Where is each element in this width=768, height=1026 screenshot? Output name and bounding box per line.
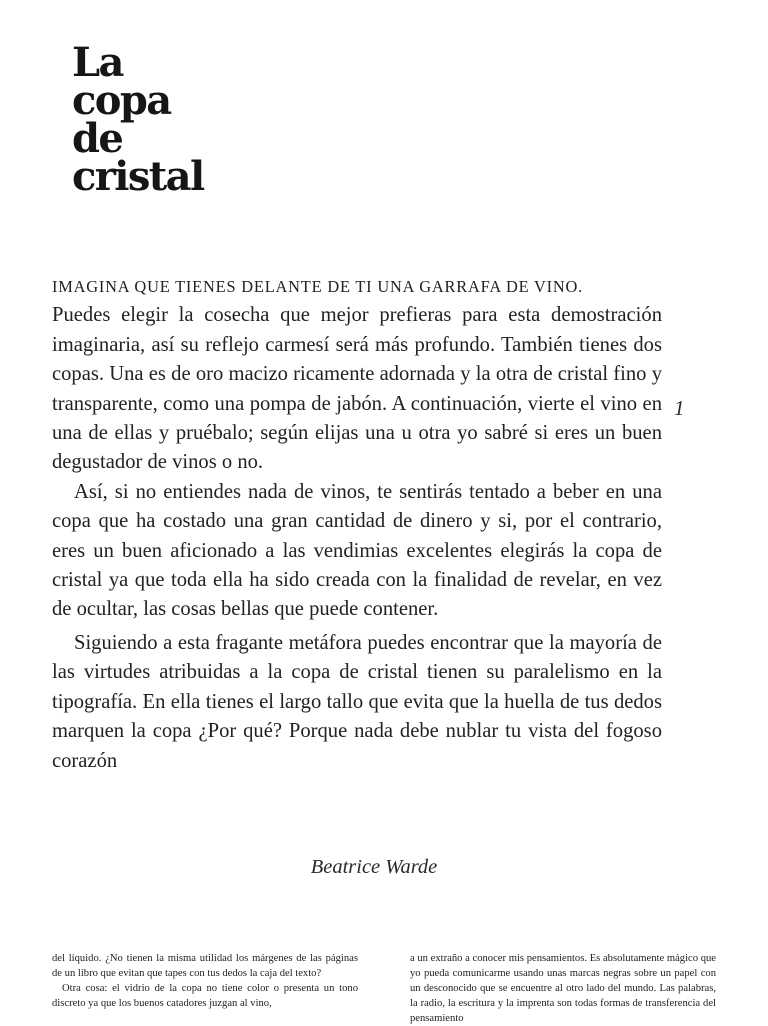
footer-column-right	[410, 951, 716, 1026]
main-text	[52, 272, 662, 776]
footer-left-paragraph: Otra cosa: el vidrio de la copa no tiene color o presenta un tono discreto ya que los buenos catadores juzgan al vino,	[52, 983, 358, 1009]
page-number: 1	[674, 396, 685, 420]
chapter-title-line: cristal	[72, 153, 204, 200]
chapter-title-line: copa	[72, 77, 171, 124]
footer-right-paragraph: a un extraño a conocer mis pensamientos. Es absolutamente mágico que yo pueda comunicarme usando unas marcas negras sobre un papel con un desconocido que se encuentre al otro lado del mundo. Las palabras, la radio, la escritura y la imprenta son todas formas de transferencia del pensamiento	[410, 953, 716, 1024]
author-name: Beatrice Warde	[310, 856, 438, 878]
chapter-title-line: de	[72, 115, 123, 162]
paragraph-2: Así, si no entiendes nada de vinos, te sentirás tentado a beber en una copa que ha costado una gran cantidad de dinero y si, por el contrario, eres un buen aficionado a las vendimias excelentes elegirás la copa de cristal ya que toda ella ha sido creada con la finalidad de revelar, en vez de ocultar, las cosas bellas que puede contener.	[52, 480, 662, 621]
footer-column-left	[52, 951, 358, 1011]
lead-in-smallcaps: IMAGINA QUE TIENES DELANTE DE TI UNA GARRAFA DE VINO.	[52, 277, 584, 296]
chapter-title-line: La	[72, 39, 123, 86]
paragraph-1-text: Puedes elegir la cosecha que mejor prefieras para esta demostración imaginaria, así su reflejo carmesí será más profundo. También tienes dos copas. Una es de oro macizo ricamente adornada y la otra de cristal fino y transparente, como una pompa de jabón. A continuación, vierte el vino en una de ellas y pruébalo; según elijas una u otra yo sabré si eres un buen degustador de vinos o no.	[52, 304, 662, 474]
chapter-title	[72, 39, 204, 200]
paragraph-3: Siguiendo a esta fragante metáfora puedes encontrar que la mayoría de las virtudes atribuidas a la copa de cristal tienen su paralelismo en la tipografía. En ella tienes el largo tallo que evita que la huella de tus dedos marquen la copa ¿Por qué? Porque nada debe nublar tu vista del fogoso corazón	[52, 631, 662, 772]
paragraph-1	[52, 272, 662, 478]
footer-left-paragraph: del líquido. ¿No tienen la misma utilidad los márgenes de las páginas de un libro que evitan que tapes con tus dedos la caja del texto?	[52, 953, 358, 979]
